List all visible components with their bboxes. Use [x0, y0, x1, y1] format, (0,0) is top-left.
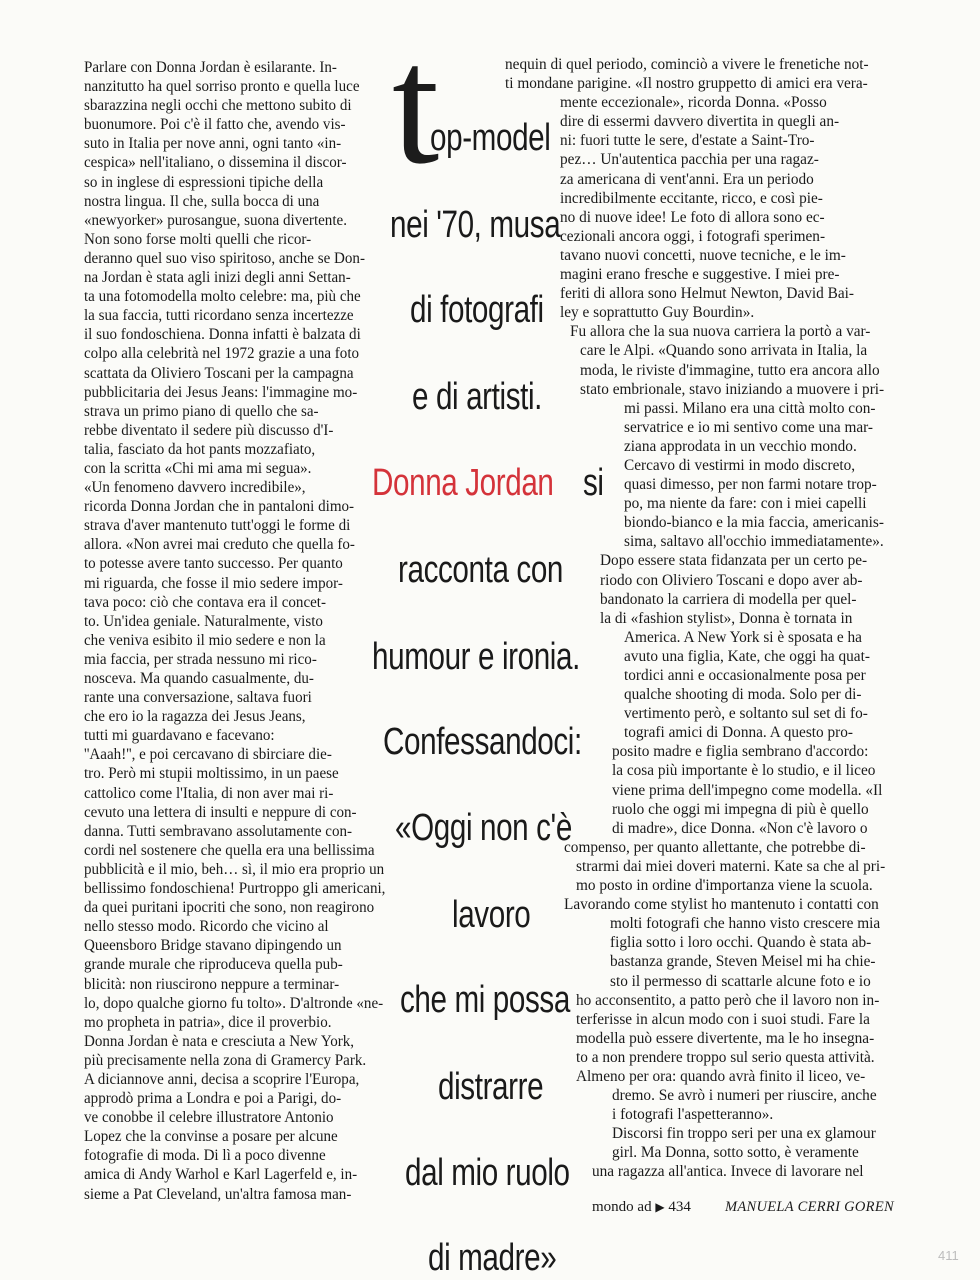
text-line: cezionali ancora oggi, i fotografi sperimen- — [560, 227, 826, 245]
left-text-column — [84, 58, 400, 1204]
author-byline: MANUELA CERRI GOREN — [725, 1199, 894, 1215]
text-line: incredibilmente eccitante, ricco, e così pie- — [560, 189, 823, 207]
text-line: nostra lingua. Il che, sulla bocca di una — [84, 192, 320, 210]
text-line: Lavorando come stylist ho mantenuto i contatti con — [564, 896, 879, 914]
text-line: sieme a Pat Cleveland, un'altra famosa man- — [84, 1185, 352, 1203]
pull-quote-line: «Oggi non c'è — [395, 807, 572, 849]
text-line: lo, dopo qualche giorno fu tolto». D'altronde «ne- — [84, 994, 384, 1012]
pull-quote-line: lavoro — [452, 894, 531, 936]
text-line: America. A New York si è sposata e ha — [624, 628, 862, 646]
text-line: sima, saltavo all'occhio immediatamente». — [624, 533, 884, 551]
text-line: cevuto una lettera di insulti e neppure di con- — [84, 803, 357, 821]
text-line: figlia sotto i loro occhi. Quando è stata ab- — [610, 934, 872, 952]
text-line: cordi nel sostenere che quella era una bellissima — [84, 841, 375, 859]
text-line: mi passi. Milano era una città molto con- — [624, 399, 876, 417]
text-line: Donna Jordan è nata e cresciuta a New York, — [84, 1032, 355, 1050]
text-line: viene prima dell'impegno come modella. «Il — [612, 781, 883, 799]
text-line: po, ma niente da fare: con i miei capelli — [624, 495, 867, 513]
continued-page-number: 434 — [668, 1199, 691, 1215]
pull-quote-line: nei '70, musa — [390, 204, 561, 246]
text-line: sbarazzina negli occhi che mettono subito di — [84, 97, 352, 115]
text-line: stato embrionale, stavo iniziando a muovere i pri- — [580, 380, 885, 398]
text-line: Lopez che la convinse a posare per alcune — [84, 1128, 338, 1146]
text-line: colpo alla celebrità nel 1972 grazie a una foto — [84, 345, 360, 363]
text-line: ho acconsentito, a patto però che il lavoro non in- — [576, 991, 880, 1009]
text-line: blicità: non riuscirono neppure a terminar- — [84, 975, 340, 993]
text-line: strava un primo piano di quello che sa- — [84, 402, 319, 420]
text-line: no di nuove idee! Le foto di allora sono ec- — [560, 208, 825, 226]
text-line: na Jordan è stata agli inizi degli anni Settan- — [84, 269, 351, 287]
text-line: modella può essere divertente, ma le ho insegna- — [576, 1029, 875, 1047]
text-line: to a non prendere troppo sul serio questa attività. — [576, 1048, 875, 1066]
text-line: A diciannove anni, decisa a scoprire l'Europa, — [84, 1070, 360, 1088]
text-line: ta una fotomodella molto celebre: ma, più che — [84, 288, 361, 306]
text-line: cattolico come l'Italia, di non aver mai ri- — [84, 784, 334, 802]
text-line: Cercavo di vestirmi in modo discreto, — [624, 456, 856, 474]
text-line: mia faccia, per strada nessuno mi rico- — [84, 650, 317, 668]
text-line: to potesse avere tanto successo. Per quanto — [84, 555, 343, 573]
pull-quote-line: dal mio ruolo — [405, 1152, 570, 1194]
text-line: za americana di vent'anni. Era un periodo — [560, 170, 814, 188]
text-line: molti fotografi che hanno visto crescere mia — [610, 915, 881, 933]
text-line: la di «fashion stylist», Donna è tornata in — [600, 609, 853, 627]
text-line: nequin di quel periodo, cominciò a vivere le frenetiche not- — [505, 56, 869, 73]
text-line: qualche shooting di moda. Solo per di- — [624, 686, 862, 704]
text-line: amica di Andy Warhol e Karl Lagerfeld e, in- — [84, 1166, 358, 1184]
text-line: con la scritta «Chi mi ama mi segua». — [84, 459, 312, 477]
text-line: magini erano fresche e suggestive. I miei pre- — [560, 266, 840, 284]
text-line: tro. Però mi stupii moltissimo, in un paese — [84, 765, 339, 783]
pull-quote-line: che mi possa — [400, 979, 570, 1021]
text-line: ni: fuori tutte le sere, d'estate a Saint-Tro- — [560, 132, 815, 150]
text-line: danna. Tutti sembravano assolutamente con- — [84, 822, 353, 840]
text-line: dire di essermi davvero divertita in quegli an- — [560, 113, 840, 131]
text-line: compenso, per quanto allettante, che potrebbe di- — [564, 838, 866, 856]
text-line: bandonato la carriera di modella per quel- — [600, 590, 857, 608]
text-line: la cosa più importante è lo studio, e il liceo — [612, 762, 876, 780]
text-line: strarmi dai miei doveri materni. Kate sa che al pri- — [576, 857, 886, 875]
pull-quote-line: di fotografi — [410, 289, 544, 331]
text-line: servatrice e io mi sentivo come una mar- — [624, 418, 874, 436]
pull-quote-line: e di artisti. — [412, 376, 543, 418]
text-line: nanzitutto ha quel sorriso pronto e quella luce — [84, 78, 360, 96]
text-line: di madre», dice Donna. «Non c'è lavoro o — [612, 819, 868, 837]
text-line: mente eccezionale», ricorda Donna. «Posso — [560, 94, 827, 112]
text-line: nosceva. Ma quando casualmente, du- — [84, 670, 314, 687]
text-line: tografi amici di Donna. A questo pro- — [624, 724, 853, 742]
right-text-column — [505, 55, 900, 1182]
text-line: una ragazza all'antica. Invece di lavorare nel — [592, 1163, 864, 1181]
text-line: che ero io la ragazza dei Jesus Jeans, — [84, 708, 306, 726]
text-line: biondo-bianco e la mia faccia, americanis- — [624, 514, 884, 532]
text-line: feriti di allora sono Helmut Newton, David Bai- — [560, 285, 854, 303]
text-line: tavano nuovi concetti, nuove tecniche, e le im- — [560, 246, 846, 264]
text-line: ricorda Donna Jordan che in pantaloni dimo- — [84, 498, 355, 516]
text-line: tutti mi guardavano e facevano: — [84, 727, 275, 745]
text-line: da quei puritani ipocriti che sono, non reagirono — [84, 899, 375, 917]
text-line: Almeno per ora: quando avrà finito il liceo, ve- — [576, 1067, 866, 1085]
text-line: Dopo essere stata fidanzata per un certo pe- — [600, 552, 868, 570]
arrow-right-icon: ▶ — [655, 1200, 665, 1214]
text-line: ''Aaah!'', e poi cercavano di sbirciare die- — [84, 746, 332, 764]
text-line: buonumore. Poi c'è il fatto che, avendo vis- — [84, 116, 346, 134]
text-line: «Un fenomeno davvero incredibile», — [84, 479, 306, 497]
pull-quote-highlight: Donna Jordan — [372, 462, 554, 504]
continued-reference — [592, 1199, 691, 1216]
text-line: avuto una figlia, Kate, che oggi ha quat- — [624, 647, 870, 665]
text-line: cespica» nell'italiano, o dissemina il discor- — [84, 154, 347, 172]
pull-quote-line: racconta con — [398, 549, 564, 591]
text-line: il suo fondoschiena. Donna infatti è balzata di — [84, 326, 361, 344]
text-line: Fu allora che la sua nuova carriera la portò a var- — [570, 323, 871, 341]
text-line: care le Alpi. «Quando sono arrivata in Italia, la — [580, 342, 868, 360]
text-line: moda, le riviste d'immagine, tutto era ancora allo — [580, 361, 880, 379]
text-line: girl. Ma Donna, sotto sotto, è veramente — [612, 1144, 859, 1162]
text-line: tava poco: ciò che contava era il concet- — [84, 593, 327, 611]
text-line: riodo con Oliviero Toscani e dopo aver ab- — [600, 571, 863, 589]
pull-quote-initial: t — [392, 11, 440, 199]
text-line: tordici anni e occasionalmente posa per — [624, 667, 866, 684]
text-line: terferisse in alcun modo con i suoi studi. Fare la — [576, 1010, 870, 1028]
text-line: mo posto in ordine d'importanza viene la scuola. — [576, 877, 873, 895]
text-line: approdò prima a Londra e poi a Parigi, do- — [84, 1090, 342, 1108]
text-line: Discorsi fin troppo seri per una ex glamour — [612, 1125, 876, 1143]
pull-quote-line: humour e ironia. — [372, 636, 580, 678]
text-line: la sua faccia, tutti ricordano senza incertezze — [84, 307, 354, 325]
text-line: to. Un'idea geniale. Naturalmente, visto — [84, 612, 323, 630]
text-line: so in inglese di espressioni tipiche della — [84, 173, 324, 191]
text-line: dremo. Se avrò i numeri per riuscire, anche — [612, 1087, 877, 1105]
text-line: bellissimo fondoschiena! Purtroppo gli americani, — [84, 880, 386, 898]
text-line: ve conobbe il celebre illustratore Antonio — [84, 1109, 334, 1127]
pull-quote-line: distrarre — [438, 1066, 544, 1108]
text-line: pez… Un'autentica pacchia per una ragaz- — [560, 151, 819, 169]
text-line: ziana approdata in un vecchio mondo. — [624, 437, 857, 455]
text-line: più precisamente nella zona di Gramercy Park. — [84, 1051, 367, 1069]
text-line: ti mondane parigine. «Il nostro gruppetto di amici era vera- — [505, 75, 868, 93]
continued-prefix: mondo ad — [592, 1199, 652, 1215]
text-line: deranno quel suo viso spiritoso, anche se Don- — [84, 249, 365, 267]
text-line: «newyorker» purosangue, suona divertente. — [84, 211, 347, 229]
text-line: rante una conversazione, saltava fuori — [84, 689, 312, 707]
text-line: sto il permesso di scattarle alcune foto e io — [610, 972, 871, 990]
text-line: mo propheta in patria», dice il proverbio. — [84, 1013, 332, 1031]
text-line: ley e soprattutto Guy Bourdin». — [560, 304, 755, 322]
text-line: vertimento però, e soltanto sul set di fo- — [624, 705, 868, 723]
text-line: ruolo che oggi mi impegna di più è quello — [612, 800, 869, 818]
pull-quote-line: si — [583, 462, 604, 504]
text-line: i fotografi l'aspetteranno». — [612, 1106, 774, 1124]
text-line: pubblicitaria dei Jesus Jeans: l'immagine mo- — [84, 383, 358, 401]
text-line: Non sono forse molti quelli che ricor- — [84, 230, 312, 248]
text-line: pubblicità e il mio, beh… sì, il mio era proprio un — [84, 860, 385, 878]
text-line: strava d'aver mantenuto tutt'oggi le forme di — [84, 517, 351, 535]
text-line: mi riguarda, che fosse il mio sedere impor- — [84, 574, 343, 592]
text-line: allora. «Non avrei mai creduto che quella fo- — [84, 536, 355, 554]
pull-quote-line: Confessandoci: — [383, 721, 582, 763]
text-line: scattata da Oliviero Toscani per la campagna — [84, 364, 354, 382]
page-number: 411 — [938, 1248, 959, 1263]
text-line: fotografie di moda. Di lì a poco divenne — [84, 1147, 326, 1165]
text-line: suto in Italia per nove anni, ogni tanto «in- — [84, 135, 342, 153]
text-line: rebbe diventato il sedere più discusso d'I- — [84, 421, 334, 439]
text-line: bastanza grande, Steven Meisel mi ha chie- — [610, 953, 876, 971]
text-line: talia, fasciato da hot pants mozzafiato, — [84, 440, 316, 458]
text-line: quasi dimesso, per non farmi notare trop- — [624, 476, 877, 494]
text-line: che veniva esibito il mio sedere e non la — [84, 631, 326, 649]
text-line: grande murale che riproduceva quella pub- — [84, 956, 343, 974]
text-line: nello stesso modo. Ricordo che vicino al — [84, 918, 329, 936]
text-line: Queensboro Bridge stavano dipingendo un — [84, 937, 342, 955]
text-line: posito madre e figlia sembrano d'accordo: — [612, 743, 869, 761]
pull-quote-line: op-model — [430, 117, 551, 159]
text-line: Parlare con Donna Jordan è esilarante. In- — [84, 59, 337, 76]
pull-quote-line: di madre» — [428, 1237, 557, 1279]
